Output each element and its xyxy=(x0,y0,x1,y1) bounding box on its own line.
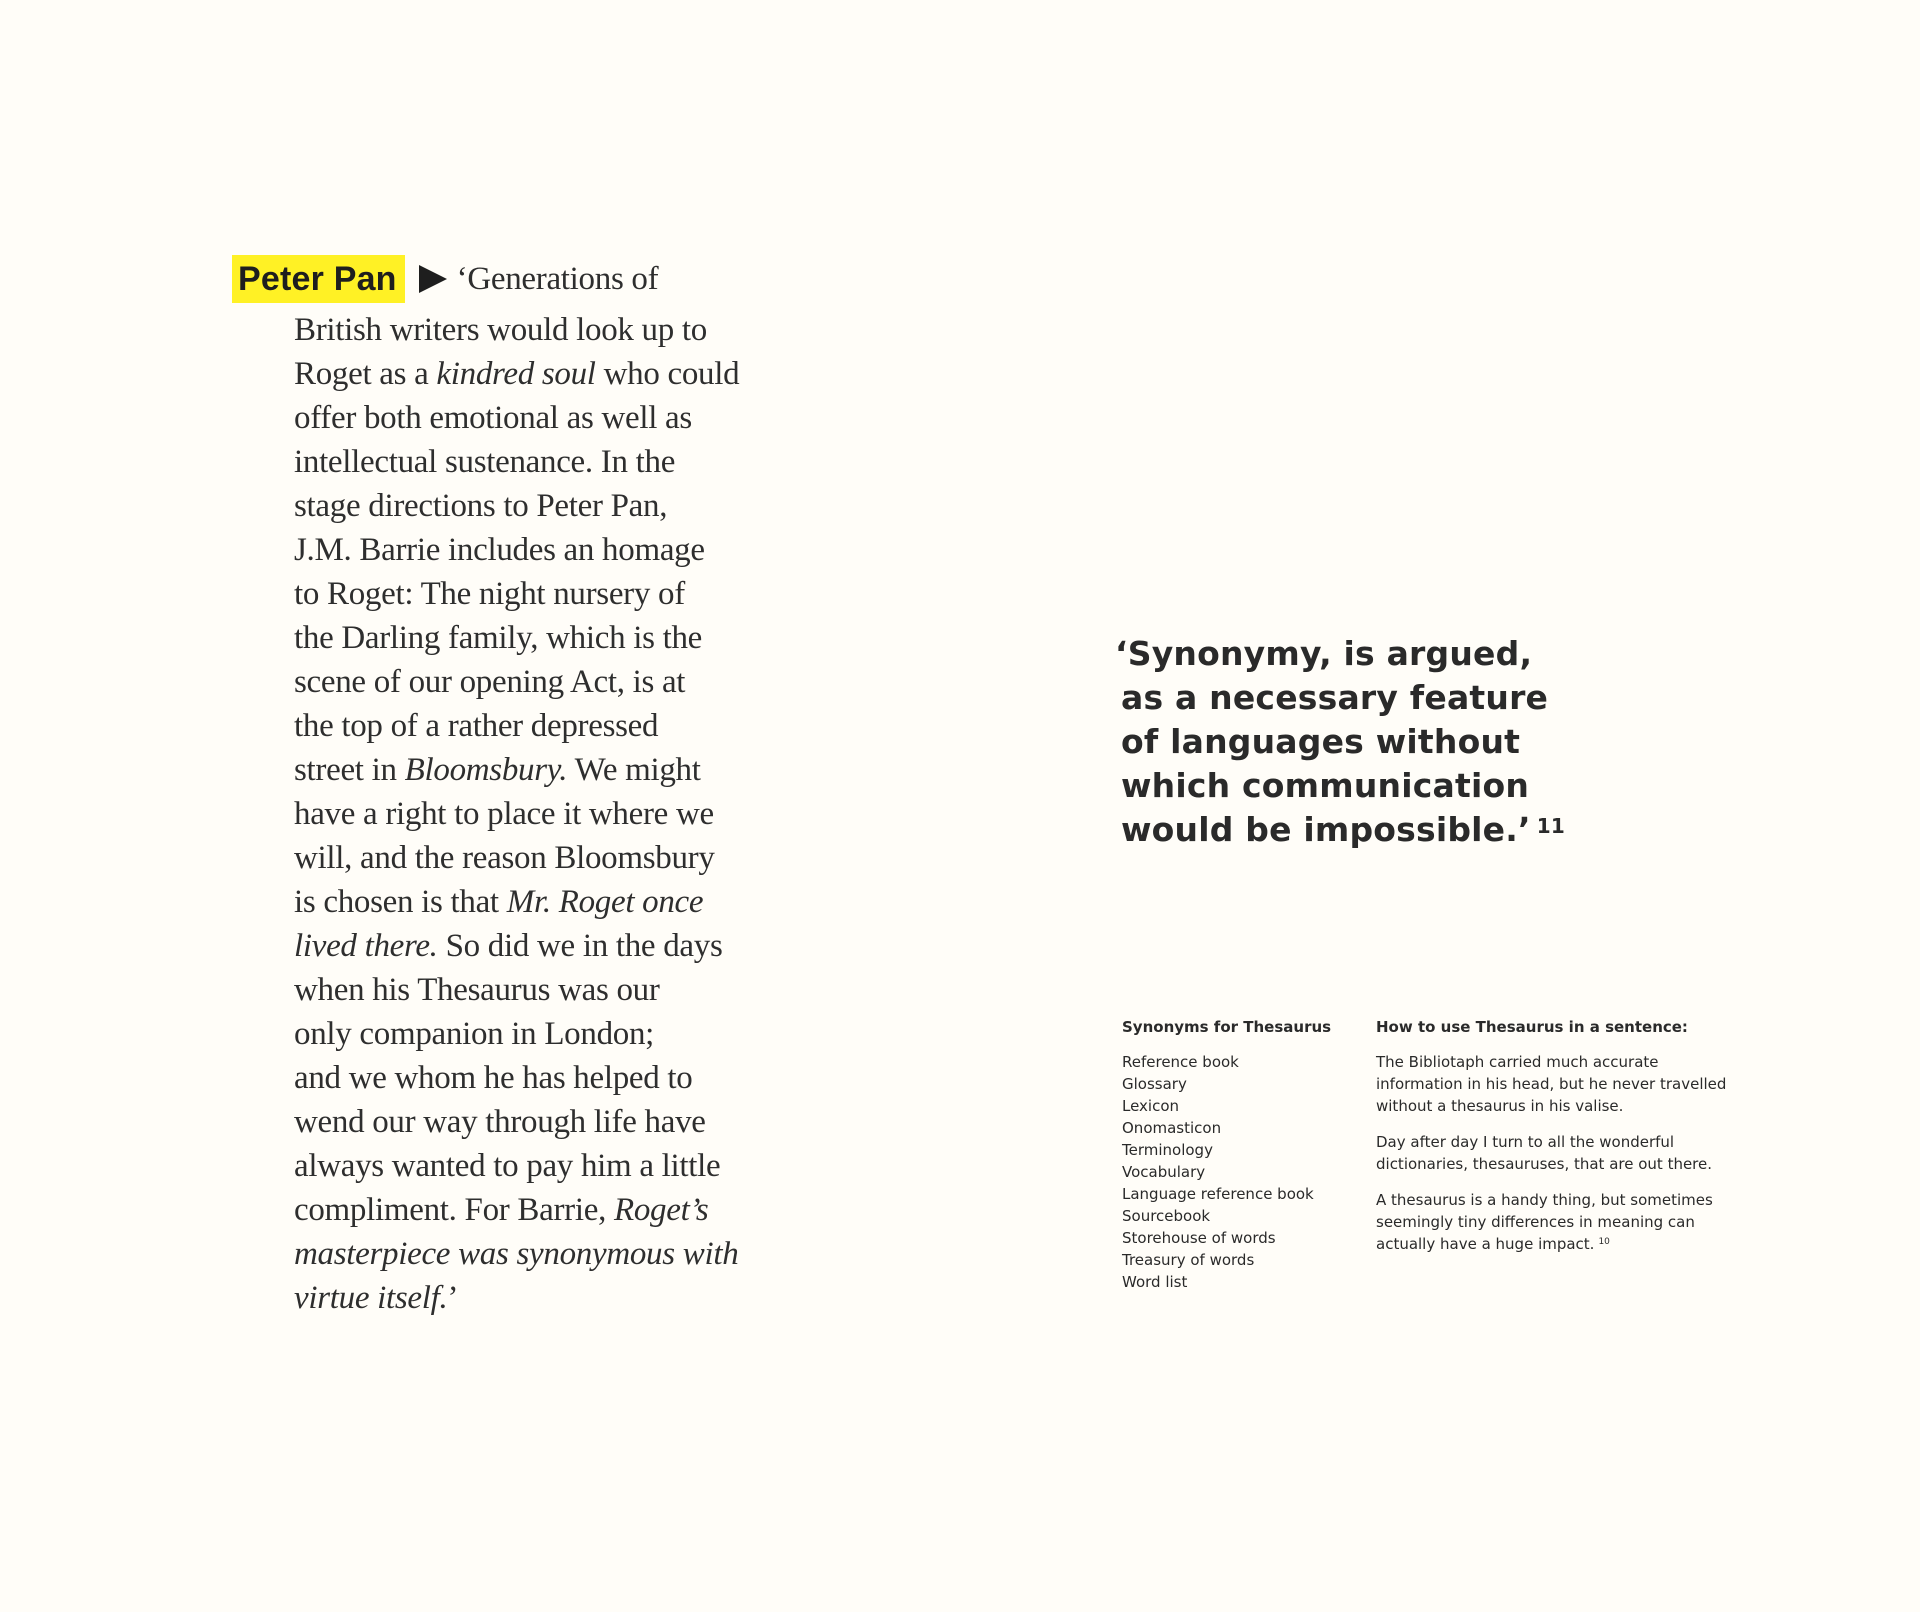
usage-line xyxy=(1376,1095,1736,1117)
article-line xyxy=(294,836,752,880)
article-line xyxy=(294,1012,752,1056)
article-line xyxy=(294,1188,752,1232)
article-emphasis: Roget’s xyxy=(613,1192,709,1228)
article-line xyxy=(294,572,752,616)
synonym-item: Terminology xyxy=(1122,1141,1213,1159)
article-line xyxy=(294,484,752,528)
article-text: intellectual sustenance. In the xyxy=(294,444,676,480)
synonym-item: Sourcebook xyxy=(1122,1207,1211,1225)
quote-line xyxy=(1115,632,1555,676)
synonym-item: Reference book xyxy=(1122,1053,1239,1071)
article-text: offer both emotional as well as xyxy=(294,400,692,436)
article-line xyxy=(294,660,752,704)
quote-text: ‘Synonymy, is argued, xyxy=(1115,634,1533,673)
article-emphasis: virtue itself. xyxy=(294,1280,448,1316)
synonyms-heading: Synonyms for Thesaurus xyxy=(1122,1018,1332,1036)
article-text: scene of our opening Act, is at xyxy=(294,664,686,700)
synonym-item: Onomasticon xyxy=(1122,1119,1222,1137)
synonym-item: Word list xyxy=(1122,1273,1188,1291)
article-text: always wanted to pay him a little xyxy=(294,1148,721,1184)
article-line xyxy=(294,792,752,836)
synonyms-column xyxy=(1122,1017,1352,1293)
article-line xyxy=(294,396,752,440)
article-line xyxy=(294,616,752,660)
synonym-item: Lexicon xyxy=(1122,1097,1180,1115)
usage-line xyxy=(1376,1131,1736,1153)
usage-line xyxy=(1376,1211,1736,1233)
article-emphasis: Bloomsbury. xyxy=(404,752,568,788)
usage-line xyxy=(1376,1153,1736,1175)
article-emphasis: lived there. xyxy=(294,928,438,964)
quote-line xyxy=(1115,720,1555,764)
usage-text: A thesaurus is a handy thing, but sometimes xyxy=(1376,1191,1713,1209)
article-lead-line xyxy=(232,250,752,308)
article-emphasis: Mr. Roget once xyxy=(506,884,704,920)
synonym-item: Storehouse of words xyxy=(1122,1229,1276,1247)
article-text: to Roget: The night nursery of xyxy=(294,576,685,612)
article-emphasis: kindred soul xyxy=(436,356,596,392)
article-text: We might xyxy=(567,752,701,788)
article-line xyxy=(294,528,752,572)
article-text: J.M. Barrie includes an homage xyxy=(294,532,705,568)
article-text: and we whom he has helped to xyxy=(294,1060,693,1096)
article-line xyxy=(294,880,752,924)
quote-text: would be impossible.’ xyxy=(1121,810,1531,849)
right-triangle-arrow-icon xyxy=(419,265,447,293)
article-text: have a right to place it where we xyxy=(294,796,714,832)
quote-line xyxy=(1115,676,1555,720)
article-body xyxy=(294,308,752,1320)
article-line xyxy=(294,352,752,396)
article-line xyxy=(294,1056,752,1100)
article-text: compliment. For Barrie, xyxy=(294,1192,614,1228)
article-line xyxy=(294,440,752,484)
synonym-item: Language reference book xyxy=(1122,1185,1314,1203)
usage-line xyxy=(1376,1051,1736,1073)
article-line xyxy=(294,968,752,1012)
article-text: the Darling family, which is the xyxy=(294,620,702,656)
usage-column xyxy=(1376,1017,1736,1269)
article-text: the top of a rather depressed xyxy=(294,708,659,744)
usage-example xyxy=(1376,1051,1736,1117)
article-text: when his Thesaurus was our xyxy=(294,972,660,1008)
article-emphasis: masterpiece was synonymous with xyxy=(294,1236,739,1272)
article-text: So did we in the days xyxy=(437,928,723,964)
usage-line xyxy=(1376,1233,1736,1255)
article-lead-text: ‘Generations of xyxy=(456,260,659,297)
article-line xyxy=(294,1232,752,1276)
article-text: will, and the reason Bloomsbury xyxy=(294,840,715,876)
usage-example xyxy=(1376,1131,1736,1175)
usage-text: without a thesaurus in his valise. xyxy=(1376,1097,1624,1115)
article-text: ’ xyxy=(447,1280,459,1316)
quote-text: as a necessary feature xyxy=(1121,678,1549,717)
quote-line xyxy=(1115,808,1565,852)
article-line xyxy=(294,1144,752,1188)
article-text: is chosen is that xyxy=(294,884,507,920)
article-line xyxy=(294,924,752,968)
usage-text: Day after day I turn to all the wonderful xyxy=(1376,1133,1675,1151)
usage-text: The Bibliotaph carried much accurate xyxy=(1376,1053,1659,1071)
usage-text: information in his head, but he never travelled xyxy=(1376,1075,1727,1093)
article-text: Roget as a xyxy=(294,356,437,392)
usage-text: dictionaries, thesauruses, that are out there. xyxy=(1376,1155,1713,1173)
usage-text: actually have a huge impact. xyxy=(1376,1235,1595,1253)
article-text: street in xyxy=(294,752,405,788)
usage-footnote-ref: 10 xyxy=(1598,1237,1610,1247)
usage-text: seemingly tiny differences in meaning can xyxy=(1376,1213,1695,1231)
article-line xyxy=(294,704,752,748)
article-text: who could xyxy=(595,356,740,392)
quote-line xyxy=(1115,764,1555,808)
usage-heading: How to use Thesaurus in a sentence: xyxy=(1376,1018,1688,1036)
article-line xyxy=(294,1276,752,1320)
pull-quote xyxy=(1115,632,1565,852)
article-text: British writers would look up to xyxy=(294,312,707,348)
peter-pan-article xyxy=(232,250,752,1320)
highlighted-kicker: Peter Pan xyxy=(232,255,405,303)
article-text: stage directions to Peter Pan, xyxy=(294,488,668,524)
article-line xyxy=(294,1100,752,1144)
usage-example xyxy=(1376,1189,1736,1255)
synonyms-list xyxy=(1122,1051,1352,1293)
article-line xyxy=(294,308,752,352)
quote-text: of languages without xyxy=(1121,722,1521,761)
usage-line xyxy=(1376,1073,1736,1095)
usage-line xyxy=(1376,1189,1736,1211)
article-text: wend our way through life have xyxy=(294,1104,706,1140)
synonym-item: Glossary xyxy=(1122,1075,1187,1093)
synonym-item: Vocabulary xyxy=(1122,1163,1206,1181)
article-line xyxy=(294,748,752,792)
quote-footnote-ref: 11 xyxy=(1536,814,1565,838)
quote-text: which communication xyxy=(1121,766,1530,805)
article-text: only companion in London; xyxy=(294,1016,655,1052)
synonym-item: Treasury of words xyxy=(1122,1251,1255,1269)
